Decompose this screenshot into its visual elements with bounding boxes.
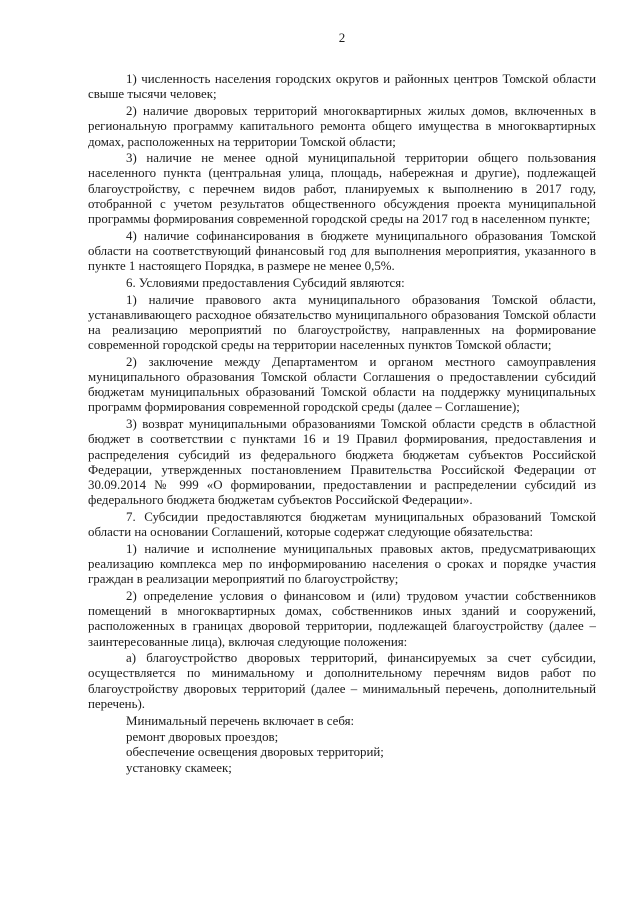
- paragraph-9: 7. Субсидии предоставляются бюджетам муниципальных образований Томской области на основании Соглашений, которые содержат следующие обязательства:: [88, 509, 596, 540]
- paragraph-5: 6. Условиями предоставления Субсидий являются:: [126, 275, 405, 290]
- paragraph-6: 1) наличие правового акта муниципального образования Томской области, устанавливающего расходное обязательство муниципального образования Томской области на реализацию мероприятий по благоустройству, направленных на формирование современной городской среды на территории населенных пунктов Томской области;: [88, 292, 596, 353]
- paragraph-12: а) благоустройство дворовых территорий, финансируемых за счет субсидии, осуществляется по минимальному и дополнительному перечням видов работ по благоустройству дворовых территорий (далее – минимальный перечень, дополнительный перечень).: [88, 651, 596, 711]
- paragraph-11: 2) определение условия о финансовом и (или) трудовом участии собственников помещений в многоквартирных домах, собственников иных зданий и сооружений, расположенных в границах дворовой территории, подлежащей благоустройству (далее – заинтересованные лица), включая следующие положения:: [88, 588, 596, 649]
- paragraph-10: 1) наличие и исполнение муниципальных правовых актов, предусматривающих реализацию комплекса мер по информированию населения о сроках и порядке участия граждан в реализации мероприятий по благоустройству;: [88, 541, 596, 587]
- paragraph-2: 2) наличие дворовых территорий многоквартирных жилых домов, включенных в региональную программу капитального ремонта общего имущества в многоквартирных домах, расположенных на территории Томской области;: [88, 104, 596, 149]
- page-number: 2: [338, 30, 346, 45]
- paragraph-8: 3) возврат муниципальными образованиями Томской области средств в областной бюджет в соответствии с пунктами 16 и 19 Правил формирования, предоставления и распределения субсидий из федерального бюджета бюджетам субъектов Российской Федерации, утвержденных постановлением Правительства Российской Федерации от 30.09.2014 № 999 «О формировании, предоставлении и распределении субсидий из федерального бюджета бюджетам субъектов Российской Федерации».: [88, 417, 596, 508]
- document-page: [88, 30, 596, 776]
- list-line-2: обеспечение освещения дворовых территорий;: [126, 745, 384, 760]
- list-line-3: установку скамеек;: [126, 760, 232, 775]
- list-line-1: ремонт дворовых проездов;: [126, 730, 279, 745]
- paragraph-1: 1) численность населения городских округов и районных центров Томской области свыше тысячи человек;: [88, 72, 596, 102]
- paragraph-13: Минимальный перечень включает в себя:: [126, 713, 355, 728]
- paragraph-3: 3) наличие не менее одной муниципальной территории общего пользования населенного пункта (центральная улица, площадь, набережная и другие), подлежащей благоустройству, с перечнем видов работ, планируемых к выполнению в 2017 году, отобранной с учетом результатов общественного обсуждения проекта муниципальной программы формирования современной городской среды на 2017 год в населенном пункте;: [88, 151, 596, 227]
- paragraph-4: 4) наличие софинансирования в бюджете муниципального образования Томской области на соответствующий финансовый год для выполнения мероприятия, указанного в пункте 1 настоящего Порядка, в размере не менее 0,5%.: [88, 228, 596, 274]
- paragraph-7: 2) заключение между Департаментом и органом местного самоуправления муниципального образования Томской области Соглашения о предоставлении субсидий бюджетам муниципальных образований Томской области на поддержку муниципальных программ формирования современной городской среды (далее – Соглашение);: [88, 354, 596, 415]
